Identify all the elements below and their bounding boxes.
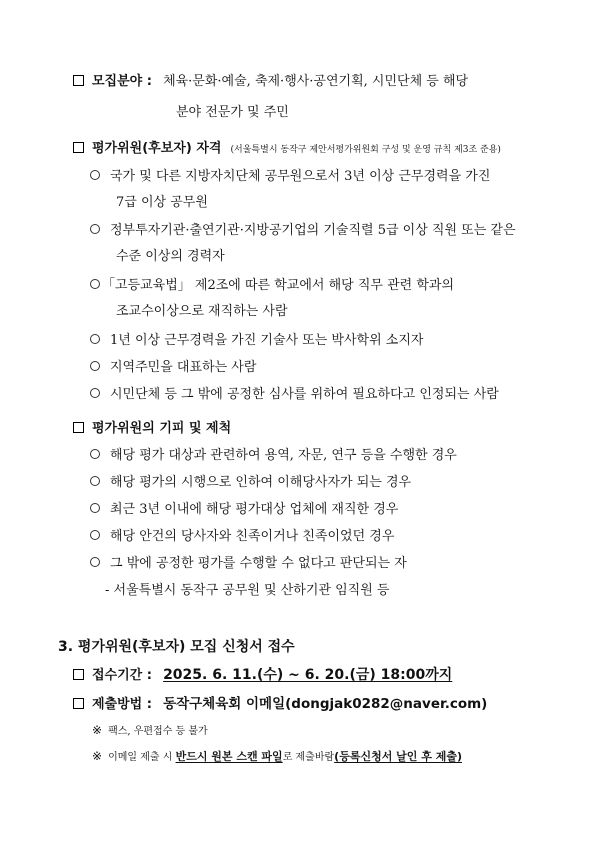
qualification-item: 지역주민을 대표하는 사람 [90,356,256,375]
note-email-seal: (등록신청서 날인 후 제출) [334,750,462,763]
checkbox-square-icon [73,669,84,680]
circle-bullet-icon [90,334,100,344]
recusal-sub-item: - 서울특별시 동작구 공무원 및 산하기관 임직원 등 [105,583,390,598]
checkbox-square-icon [73,75,84,86]
method-label: 제출방법 : [92,697,152,712]
recusal-item: 그 밖에 공정한 평가를 수행할 수 없다고 판단되는 자 [90,552,407,571]
circle-bullet-icon [90,279,100,289]
qualification-item-cont: 7급 이상 공무원 [116,195,208,210]
recruit-line1: 체육·문화·예술, 축제·행사·공연기획, 시민단체 등 해당 [163,74,469,89]
qualification-item: 정부투자기관·출연기관·지방공기업의 기술직렬 5급 이상 직원 또는 같은 [90,219,516,238]
recruit-line2: 분야 전문가 및 주민 [176,105,289,120]
qualification-heading [73,137,501,156]
recusal-item: 해당 평가 대상과 관련하여 용역, 자문, 연구 등을 수행한 경우 [90,444,457,463]
checkbox-square-icon [73,142,84,153]
circle-bullet-icon [90,476,100,486]
qualification-item: 시민단체 등 그 밖에 공정한 심사를 위하여 필요하다고 인정되는 사람 [90,383,499,402]
method-row [73,692,487,712]
recusal-item: 최근 3년 이내에 해당 평가대상 업체에 재직한 경우 [90,498,398,517]
circle-bullet-icon [90,388,100,398]
recruit-heading [73,70,468,89]
circle-bullet-icon [90,170,100,180]
recruit-label: 모집분야 : [92,74,152,89]
recusal-heading [73,417,231,436]
qualification-item-cont: 수준 이상의 경력자 [116,249,225,264]
qualification-label: 평가위원(후보자) 자격 [92,141,222,156]
circle-bullet-icon [90,224,100,234]
reference-mark-icon: ※ [92,723,103,737]
circle-bullet-icon [90,503,100,513]
qualification-item: 1년 이상 근무경력을 가진 기술사 또는 박사학위 소지자 [90,329,423,348]
note-email-emphasis: 반드시 원본 스캔 파일 [175,750,283,763]
qualification-item: 국가 및 다른 지방자치단체 공무원으로서 3년 이상 근무경력을 가진 [90,165,490,184]
circle-bullet-icon [90,557,100,567]
reference-mark-icon: ※ [92,749,103,763]
recusal-item: 해당 안건의 당사자와 친족이거나 친족이었던 경우 [90,525,394,544]
circle-bullet-icon [90,530,100,540]
period-row [73,664,452,684]
recusal-label: 평가위원의 기피 및 제척 [92,421,232,436]
qualification-note: (서울특별시 동작구 제안서평가위원회 구성 및 운영 규칙 제3조 준용) [230,145,501,155]
circle-bullet-icon [90,449,100,459]
checkbox-square-icon [73,422,84,433]
circle-bullet-icon [90,361,100,371]
period-label: 접수기간 : [92,668,152,683]
checkbox-square-icon [73,698,84,709]
qualification-item: 「고등교육법」 제2조에 따른 학교에서 해당 직무 관련 학과의 [90,274,454,293]
method-value: 동작구체육회 이메일(dongjak0282@naver.com) [163,696,488,712]
recusal-item: 해당 평가의 시행으로 인하여 이해당사자가 되는 경우 [90,471,411,490]
section3-title: 3. 평가위원(후보자) 모집 신청서 접수 [58,639,295,655]
note-email: ※ 이메일 제출 시 반드시 원본 스캔 파일로 제출바람(등록신청서 날인 후 제출) [92,749,462,763]
period-value: 2025. 6. 11.(수) ~ 6. 20.(금) 18:00까지 [163,667,453,683]
note-fax: ※ 팩스, 우편접수 등 불가 [92,723,208,737]
qualification-item-cont: 조교수이상으로 재직하는 사람 [116,304,288,319]
